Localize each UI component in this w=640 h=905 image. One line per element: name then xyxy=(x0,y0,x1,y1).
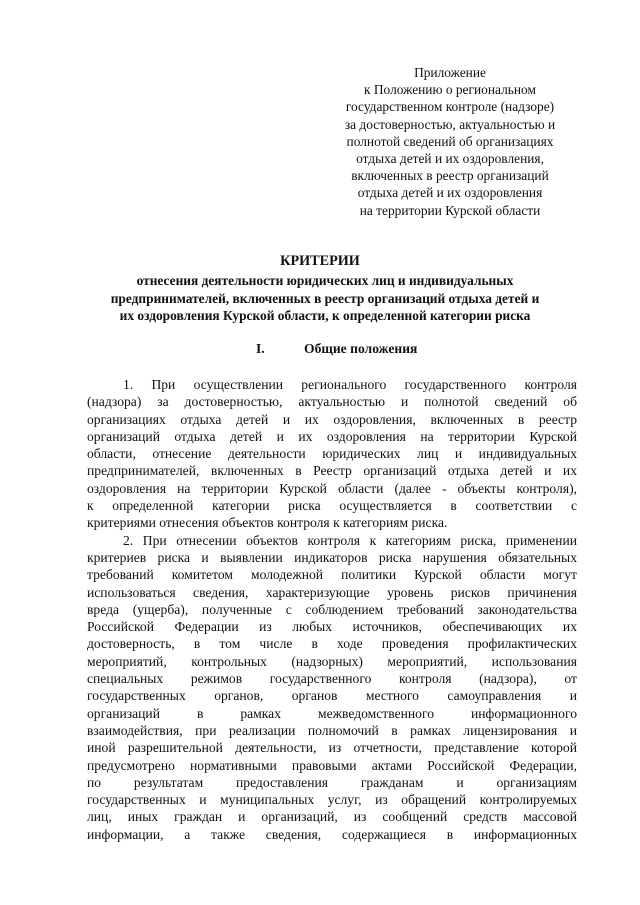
section-heading xyxy=(200,340,417,358)
paragraph-2-line: критериев риска и выявлении индикаторов риска нарушения обязательных xyxy=(87,549,577,565)
paragraph-1-line: организациях отдыха детей и их оздоровления, включенных в реестр xyxy=(87,411,577,427)
paragraph-2-line: по результатам предоставления гражданам и организациям xyxy=(87,774,577,790)
subtitle-line: предпринимателей, включенных в реестр организаций отдыха детей и xyxy=(110,290,540,306)
paragraph-2-line: информации, а также сведения, содержащиеся в информационных xyxy=(87,826,577,842)
paragraph-2-line: государственных и муниципальных услуг, из обращений контролируемых xyxy=(87,792,577,808)
appendix-line: включенных в реестр организаций xyxy=(351,168,549,184)
appendix-line: полнотой сведений об организациях xyxy=(346,133,554,149)
paragraph-2-line: специальных режимов государственного контроля (надзора), от xyxy=(87,671,577,687)
subtitle-line: их оздоровления Курской области, к определенной категории риска xyxy=(119,308,531,323)
paragraph-2-line: Российской Федерации из любых источников, обеспечивающих их xyxy=(87,619,577,635)
paragraph-1-line: оздоровления на территории Курской области (далее - объекты контроля), xyxy=(87,480,577,496)
paragraph-1-line: к определенной категории риска осуществляется в соответствии с xyxy=(87,498,577,514)
paragraph-1-line: предпринимателей, включенных в Реестр организаций отдыха детей и их xyxy=(87,463,577,479)
section-number: I. xyxy=(256,341,265,356)
paragraph-2-line: требований комитетом молодежной политики Курской области могут xyxy=(87,567,577,583)
appendix-line: отдыха детей и их оздоровления xyxy=(357,185,543,201)
appendix-line: за достоверностью, актуальностью и xyxy=(344,116,556,132)
paragraph-2-line: государственных органов, органов местного самоуправления и xyxy=(87,688,577,704)
paragraph-2-line: вреда (ущерба), полученные с соблюдением требований законодательства xyxy=(87,601,577,617)
appendix-line: государственном контроле (надзоре) xyxy=(345,99,555,115)
section-title: Общие положения xyxy=(304,341,418,356)
paragraph-2-line: 2. При отнесении объектов контроля к категориям риска, применении xyxy=(123,532,577,548)
paragraph-2-line: иной разрешительной деятельности, из отчетности, представление которой xyxy=(87,740,577,756)
paragraph-1-line: области, отнесение деятельности юридических лиц и индивидуальных xyxy=(87,446,577,462)
appendix-line: отдыха детей и их оздоровления, xyxy=(356,151,544,167)
paragraph-2-line: организаций в рамках межведомственного информационного xyxy=(87,705,577,721)
paragraph-2-line: взаимодействия, при реализации полномочий в рамках лицензирования и xyxy=(87,722,577,738)
appendix-line: Приложение xyxy=(414,65,486,80)
paragraph-1-line: (надзора) за достоверностью, актуальностью и полнотой сведений об xyxy=(87,394,577,410)
document-title: КРИТЕРИИ xyxy=(280,253,360,269)
paragraph-1-line: 1. При осуществлении регионального государственного контроля xyxy=(123,377,577,392)
appendix-line: к Положению о региональном xyxy=(364,82,536,98)
paragraph-2-line: достоверность, в том числе в ходе проведения профилактических xyxy=(87,636,577,652)
paragraph-1-line: организаций отдыха детей и их оздоровления на территории Курской xyxy=(87,428,577,444)
paragraph-2-line: лиц, иных граждан и организаций, из сообщений средств массовой xyxy=(87,809,577,825)
appendix-header xyxy=(320,64,580,219)
paragraph-1-line: критериями отнесения объектов контроля к категориям риска. xyxy=(87,515,448,531)
document-subtitle xyxy=(90,272,560,325)
subtitle-line: отнесения деятельности юридических лиц и индивидуальных xyxy=(136,273,514,288)
appendix-line: на территории Курской области xyxy=(359,202,541,218)
document-body xyxy=(87,376,577,843)
paragraph-2-line: использоваться сведения, характеризующие уровень рисков причинения xyxy=(87,584,577,600)
paragraph-2-line: предусмотрено нормативными правовыми актами Российской Федерации, xyxy=(87,757,577,773)
paragraph-2-line: мероприятий, контрольных (надзорных) мероприятий, использования xyxy=(87,653,577,669)
